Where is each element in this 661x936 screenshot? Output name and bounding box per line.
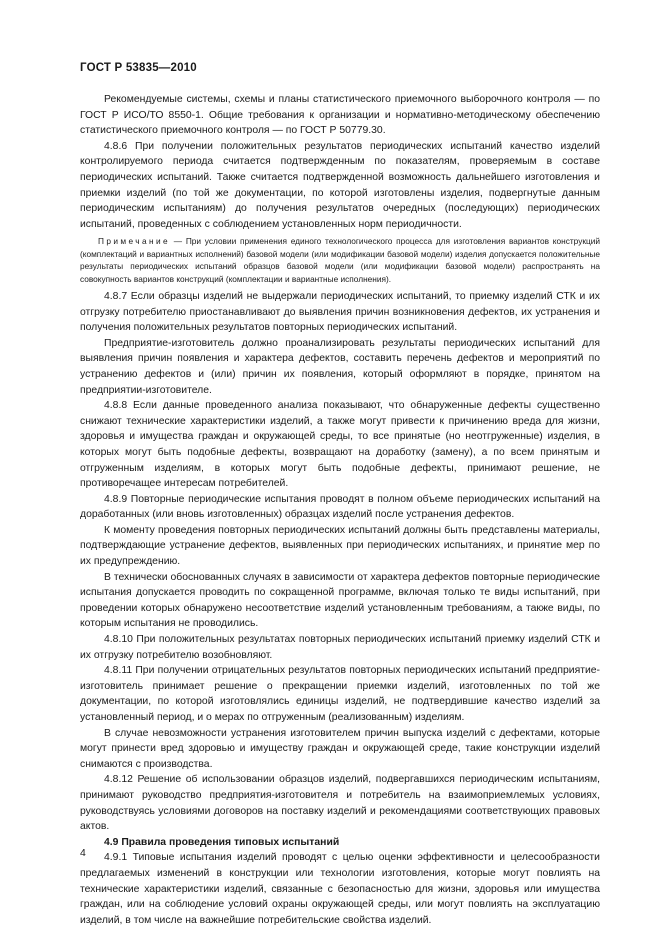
paragraph-4-8-8: 4.8.8 Если данные проведенного анализа показывают, что обнаруженные дефекты существенно снижают технические характеристики изделий, а также могут привести к причинению вреда для жизни, здоровья и имущества граждан и окружающей среды, то все принятые (но неотгруженные) изделия, в которых могут быть подобные дефекты, возвращают на доработку (замену), а по всем принятым и отгруженным изделиям, в которых могут быть подобные дефекты, принимают решение, не противоречащее интересам потребителей.	[80, 400, 600, 490]
paragraph-production-stop: В случае невозможности устранения изготовителем причин выпуска изделий с дефектами, которые могут принести вред здоровью и имуществу граждан и окружающей среде, такие конструкции изделий снимаются с производства.	[80, 727, 600, 770]
paragraph-reduced-program: В технически обоснованных случаях в зависимости от характера дефектов повторные периодические испытания допускается проводить по сокращенной программе, включая только те виды испытаний, при проведении которых обнаружено несоответствие изделий установленным требованиям, а также виды, по которым испытания не проводились.	[80, 571, 600, 630]
page-number: 4	[80, 848, 86, 859]
paragraph-intro: Рекомендуемые системы, схемы и планы статистического приемочного выборочного контроля — по ГОСТ Р ИСО/ТО 8550-1. Общие требования к организации и нормативно-методическому обеспечению статистического приемочного контроля — по ГОСТ Р 50779.30.	[80, 94, 600, 137]
paragraph-4-8-9: 4.8.9 Повторные периодические испытания проводят в полном объеме периодических испытаний на доработанных (или вновь изготовленных) образцах изделий после устранения дефектов.	[80, 493, 600, 521]
paragraph-4-9-1: 4.9.1 Типовые испытания изделий проводят с целью оценки эффективности и целесообразности предлагаемых изменений в конструкции или технологии изготовления, которые могут повлиять на технические характеристики изделий, связанные с безопасностью для жизни, здоровья или имущества граждан, или на соблюдение условий охраны окружающей среды, или могут повлиять на эксплуатацию изделий, в том числе на важнейшие потребительские свойства изделий.	[80, 852, 600, 926]
document-body	[80, 92, 600, 928]
section-heading-4-9: 4.9 Правила проведения типовых испытаний	[104, 836, 340, 848]
paragraph-4-8-11: 4.8.11 При получении отрицательных результатов повторных периодических испытаний предприятие-изготовитель принимает решение о прекращении приемки изделий, изготовленных по той же документации, по которой изготовлялись единицы изделий, не подтвердившие качество изделий за установленный период, и о мерах по отгруженным (реализованным) изделиям.	[80, 665, 600, 723]
paragraph-analysis: Предприятие-изготовитель должно проанализировать результаты периодических испытаний для выявления причин появления и характера дефектов, составить перечень дефектов и мероприятий по устранению дефектов и (или) причин их появления, который оформляют в порядке, принятом на предприятии-изготовителе.	[80, 337, 600, 396]
paragraph-4-8-7: 4.8.7 Если образцы изделий не выдержали периодических испытаний, то приемку изделий СТК и их отгрузку потребителю приостанавливают до выявления причин возникновения дефектов, их устранения и получения положительных результатов повторных периодических испытаний.	[80, 290, 600, 334]
paragraph-4-8-10: 4.8.10 При положительных результатах повторных периодических испытаний приемку изделий СТК и их отгрузку потребителю возобновляют.	[80, 634, 600, 661]
note-label: Примечание	[98, 236, 171, 247]
paragraph-4-8-12: 4.8.12 Решение об использовании образцов изделий, подвергавшихся периодическим испытаниям, принимают руководство предприятия-изготовителя и потребитель на взаимоприемлемых условиях, руководствуясь условиями договоров на поставку изделий и рекомендациями соответствующих правовых актов.	[80, 774, 600, 833]
paragraph-4-8-6: 4.8.6 При получении положительных результатов периодических испытаний качество изделий контролируемого периода считается подтвержденным по показателям, проверяемым в составе периодических испытаний. Также считается подтвержденной возможность дальнейшего изготовления и приемки изделий (по той же документации, по которой изготовлены изделия, подвергнутые данным периодическим испытаниям) до получения результатов очередных (последующих) периодических испытаний, проведенных с соблюдением установленных норм периодичности.	[80, 140, 600, 230]
note-block	[80, 235, 600, 285]
paragraph-materials: К моменту проведения повторных периодических испытаний должны быть представлены материалы, подтверждающие устранение дефектов, выявленных при периодических испытаниях, и принятие мер по их предупреждению.	[80, 524, 600, 568]
note-text: — При условии применения единого технологического процесса для изготовления вариантов конструкций (комплектаций и вариантных исполнений) базовой модели (или модификации базовой модели) изделия допускается положительные результаты периодических испытаний образцов базовой модели (или модификации базовой модели) распространять на совокупность вариантов конструкций (комплектации и вариантные исполнения).	[80, 236, 600, 284]
document-header: ГОСТ Р 53835—2010	[80, 62, 197, 74]
